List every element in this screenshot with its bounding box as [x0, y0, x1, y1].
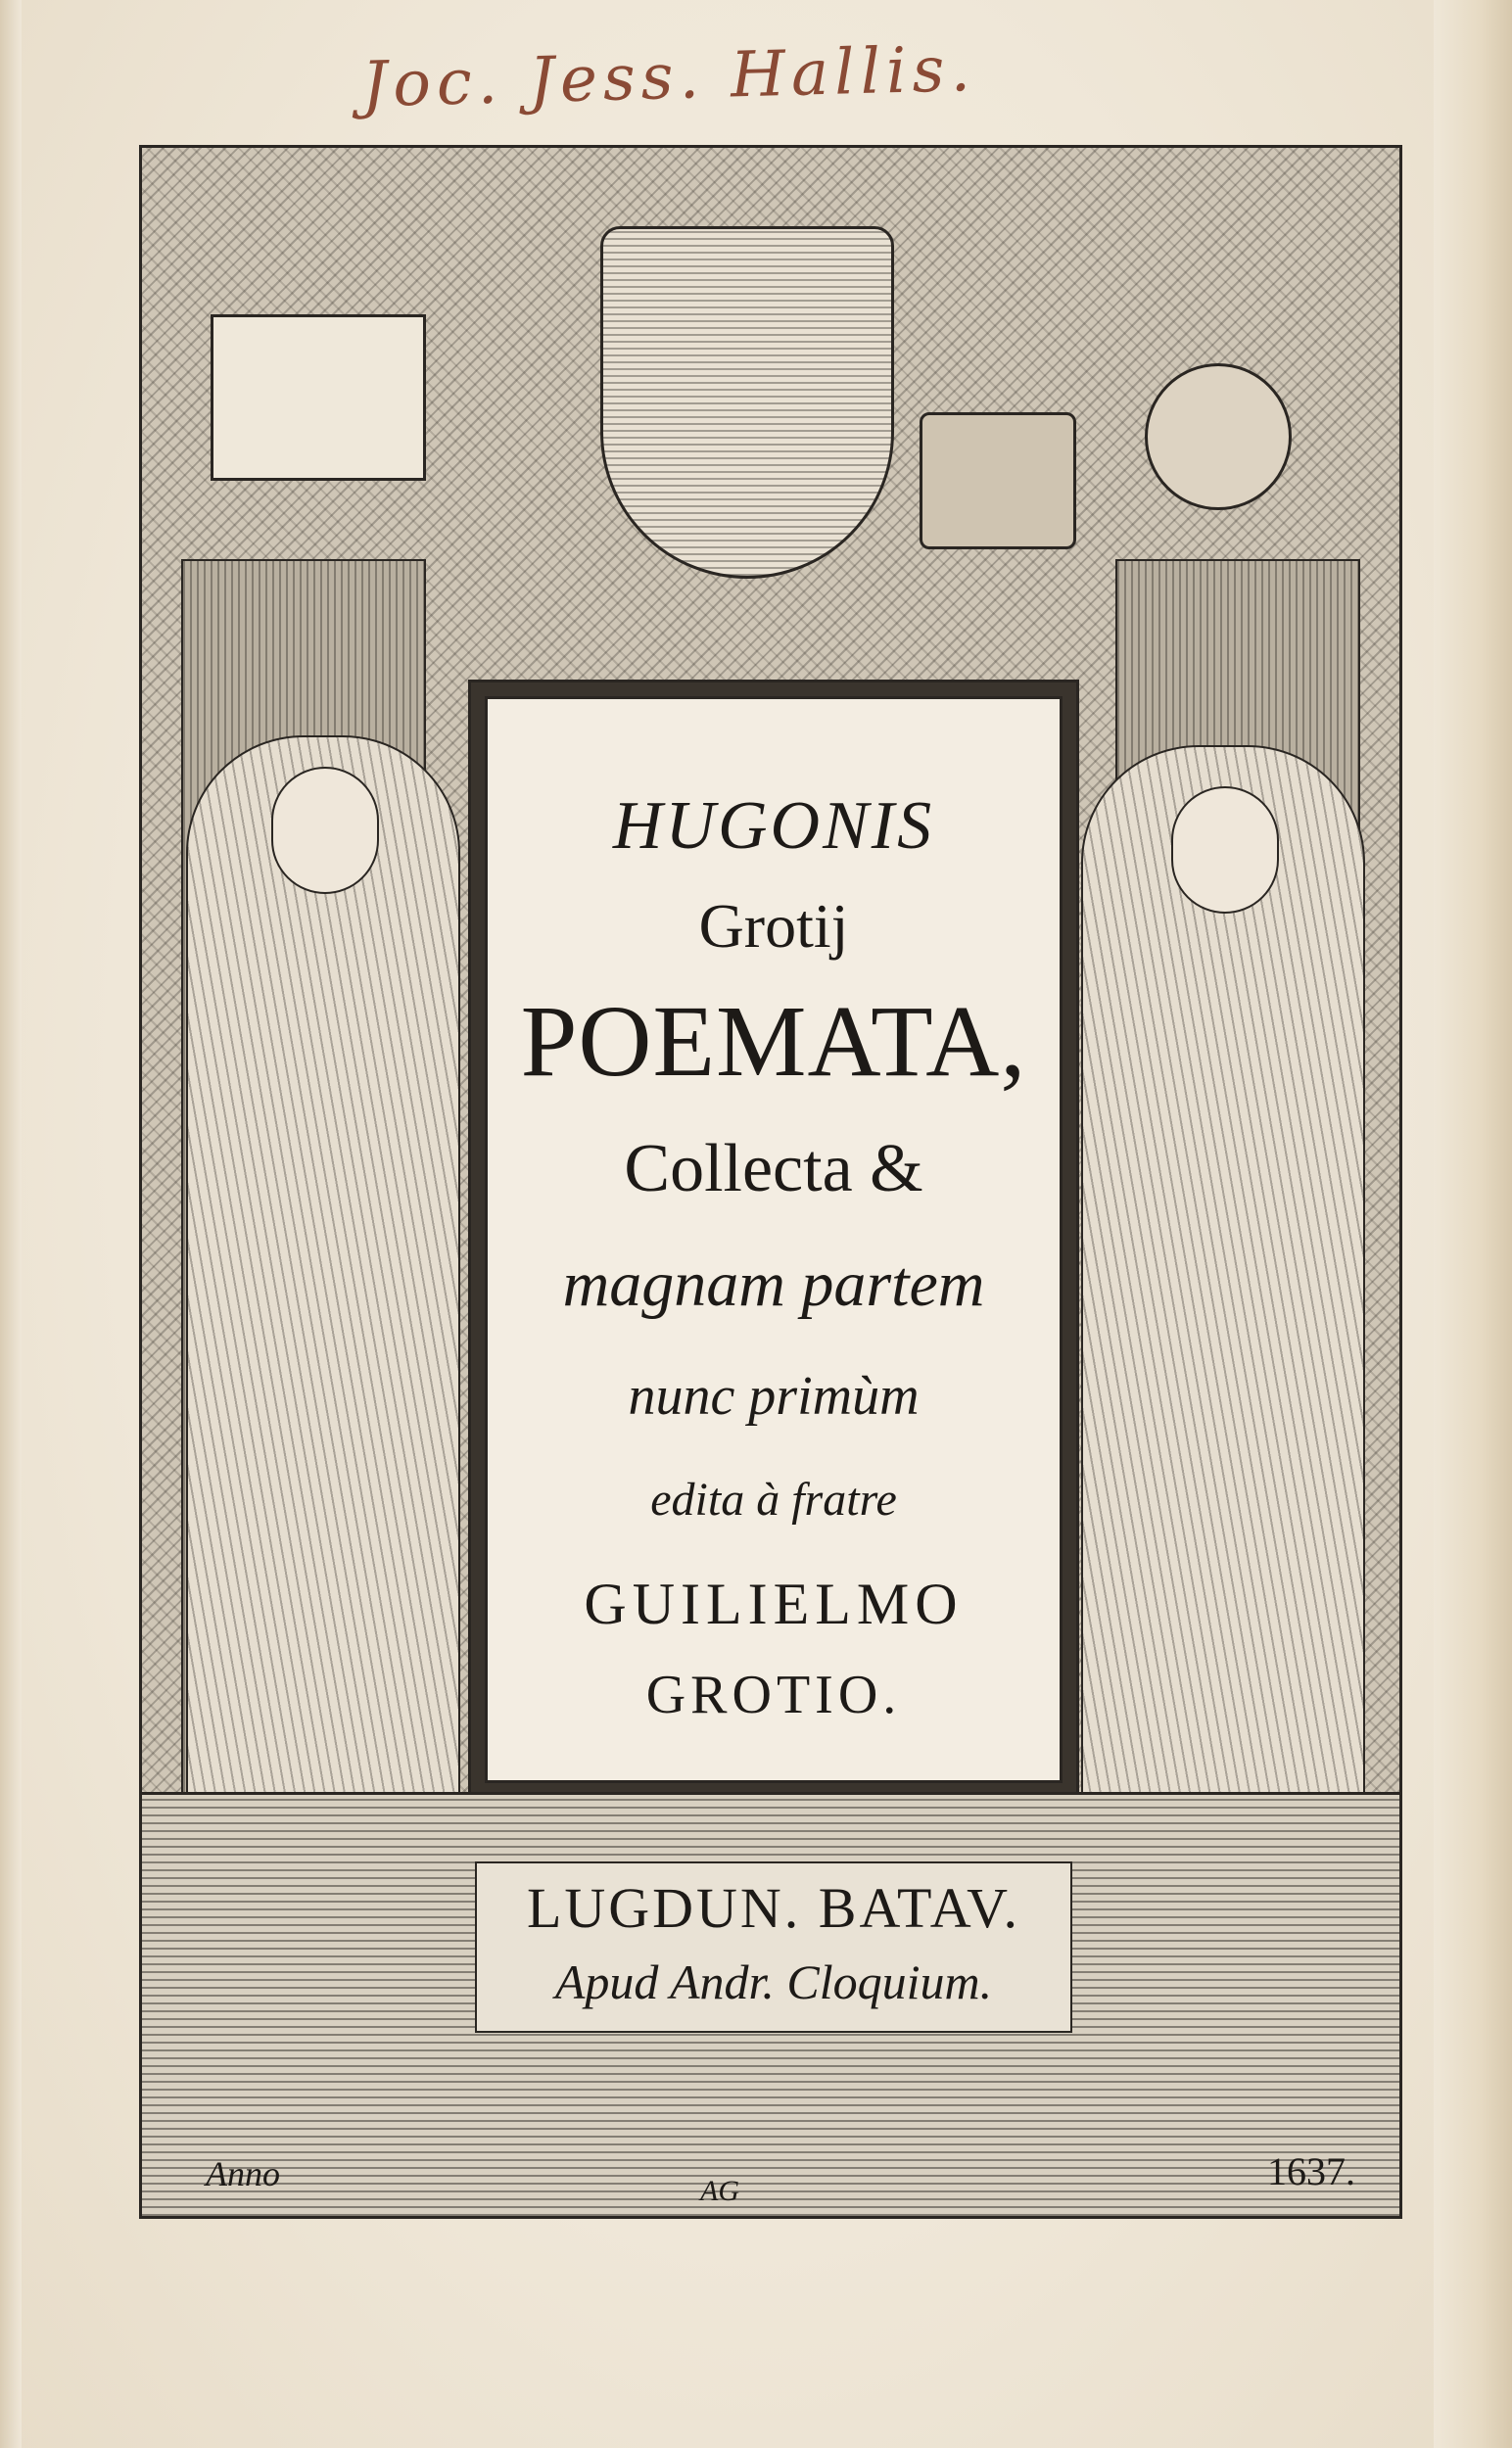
- engraver-mark: AG: [700, 2175, 739, 2207]
- title-editor-last: GROTIO.: [645, 1665, 902, 1725]
- publication-year: 1637.: [1267, 2149, 1355, 2193]
- figure-head: [271, 767, 379, 894]
- title-line-magnam: magnam partem: [562, 1248, 985, 1320]
- drum-icon: [920, 412, 1076, 549]
- page-edge-left: [0, 0, 22, 2448]
- anno-label: Anno: [206, 2154, 280, 2193]
- page-edge-right: [1434, 0, 1512, 2448]
- winged-figure-reading: [186, 735, 460, 1871]
- figure-head: [1171, 786, 1279, 914]
- title-author-first: HUGONIS: [612, 788, 935, 864]
- imprint-place: LUGDUN. BATAV.: [526, 1876, 1021, 1940]
- title-line-nunc: nunc primùm: [628, 1366, 920, 1427]
- globe-icon: [1145, 363, 1292, 510]
- title-editor-first: GUILIELMO: [584, 1572, 964, 1636]
- title-author-last: Grotij: [698, 891, 849, 961]
- title-line-collecta: Collecta &: [624, 1131, 923, 1206]
- title-tablet: [485, 696, 1063, 1783]
- title-line-edita: edita à fratre: [650, 1474, 897, 1526]
- coat-of-arms-shield: [600, 226, 894, 579]
- open-book-icon: [211, 314, 426, 481]
- engraved-frontispiece: [139, 145, 1402, 2219]
- minerva-figure: [1081, 745, 1365, 1871]
- title-main: POEMATA,: [520, 985, 1027, 1098]
- handwritten-inscription: Joc. Jess. Hallis.: [360, 32, 977, 122]
- imprint-publisher: Apud Andr. Cloquium.: [554, 1954, 993, 2009]
- imprint-plaque: [475, 1861, 1072, 2033]
